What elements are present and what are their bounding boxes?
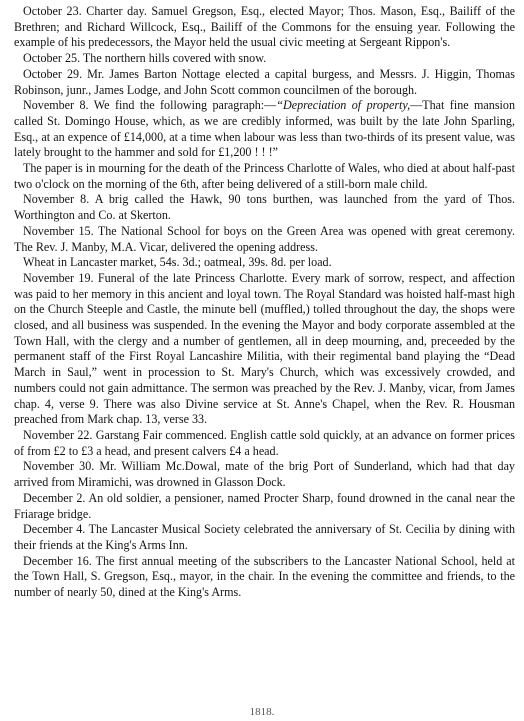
entry-date: October 23. (23, 4, 82, 18)
entry-date: December 4. (23, 522, 86, 537)
entry-text: Mr. James Barton Nottage elected a capital burgess, and Messrs. J. Higgin, Thomas Robinson, junr., James Lodge, and John Scott common councilmen of the borough. (14, 66, 516, 97)
entry-wheat-prices (14, 255, 515, 271)
entry-date: November 30. (23, 459, 95, 474)
entry-text: A brig called the Hawk, 90 tons burthen, was launched from the yard of Thos. Worthington and Co. at Skerton. (14, 192, 515, 223)
entry-date: November 22. (23, 427, 93, 442)
entry-text: The paper is in mourning for the death of the Princess Charlotte of Wales, who died at about half-past two o'clock on the morning of the 6th, after being delivered of a still-born male child. (14, 161, 515, 191)
entry-nov-22 (14, 428, 515, 459)
entry-text: An old soldier, a pensioner, named Procter Sharp, found drowned in the canal near the Friarage bridge. (14, 490, 515, 521)
entry-text: We find the following paragraph:— (93, 98, 277, 113)
entry-text: Charter day. Samuel Gregson, Esq., elected Mayor; Thos. Mason, Esq., Bailiff of the Brethren; and Richard Willcock, Esq., Bailiff of the Commons for the ensuing year. Following the example of his predecessors, the Mayor held the usual civic meeting at Sergeant Rippon's. (14, 4, 516, 50)
page-footer: 1818. (249, 706, 275, 719)
entry-date: December 16. (23, 553, 92, 568)
entry-nov-8-brig (14, 192, 515, 223)
entry-nov-19 (14, 271, 515, 428)
entry-date: October 25. (23, 51, 81, 66)
entry-dec-4 (14, 522, 515, 553)
entry-date: October 29. (23, 66, 83, 81)
entry-nov-30 (14, 459, 515, 490)
entry-oct-25 (14, 51, 515, 67)
entry-dec-2 (14, 491, 515, 522)
entry-oct-29 (14, 67, 515, 98)
entry-date: November 8. (23, 192, 90, 207)
entry-princess-mourning (14, 161, 515, 192)
entry-date: November 8. (23, 98, 89, 113)
entry-text: The National School for boys on the Green Area was opened with great ceremony. The Rev. J. Manby, M.A. Vicar, delivered the opening address. (14, 223, 516, 254)
entry-dec-16 (14, 554, 515, 601)
entry-text: The Lancaster Musical Society celebrated the anniversary of St. Cecilia by dining with their friends at the King's Arms Inn. (14, 522, 516, 552)
entry-text-continued: —That fine mansion called St. Domingo House, which, as we are credibly informed, was built by the late John Sparling, Esq., at an expence of £14,000, at a time when labour was less than two-thirds of its present value, was lately brought to the hammer and sold for £1,200 ! ! !” (14, 98, 515, 160)
entry-date: November 19. (23, 270, 94, 285)
quote-title: “Depreciation of property, (276, 98, 411, 113)
entry-oct-23 (14, 4, 515, 51)
entry-date: November 15. (23, 223, 94, 238)
entry-text: The first annual meeting of the subscribers to the Lancaster National School, held at the Town Hall, S. Gregson, Esq., mayor, in the chair. In the evening the committee and friends, to the number of nearly 50, dined at the King's Arms. (14, 553, 516, 600)
entry-text: Funeral of the late Princess Charlotte. Every mark of sorrow, respect, and affection was paid to her memory in this ancient and loyal town. The Royal Standard was hoisted half-mast high on the Church Steeple and Castle, the minute bell (muffled,) tolled throughout the day, the shops were closed, and all business was suspended. In the evening the Mayor and body corporate assembled at the Town Hall, with the clergy and a number of gentlemen, all in deep mourning, and, preceeded by the permanent staff of the First Royal Lancashire Militia, with their regimental band playing the “Dead March in Saul,” went in procession to St. Mary's Church, which was excessively crowded, and numbers could not gain admittance. The sermon was preached by the Rev. J. Manby, vicar, from James chap. 4, verse 9. There was also Divine service at St. Anne's Chapel, when the Rev. R. Housman preached from Mark chap. 13, verse 33. (14, 270, 515, 427)
entry-text: Wheat in Lancaster market, 54s. 3d.; oatmeal, 39s. 8d. per load. (23, 255, 332, 270)
entry-text: Mr. William Mc.Dowal, mate of the brig Port of Sunderland, which had that day arrived from Miramichi, was drowned in Glasson Dock. (14, 459, 515, 490)
entry-text: Garstang Fair commenced. English cattle sold quickly, at an advance on former prices of from £2 to £3 a head, and present calvers £4 a head. (14, 427, 515, 458)
entry-nov-8-paragraph (14, 98, 515, 161)
entry-date: December 2. (23, 490, 86, 505)
entry-nov-15 (14, 224, 515, 255)
entry-text: The northern hills covered with snow. (82, 51, 267, 66)
